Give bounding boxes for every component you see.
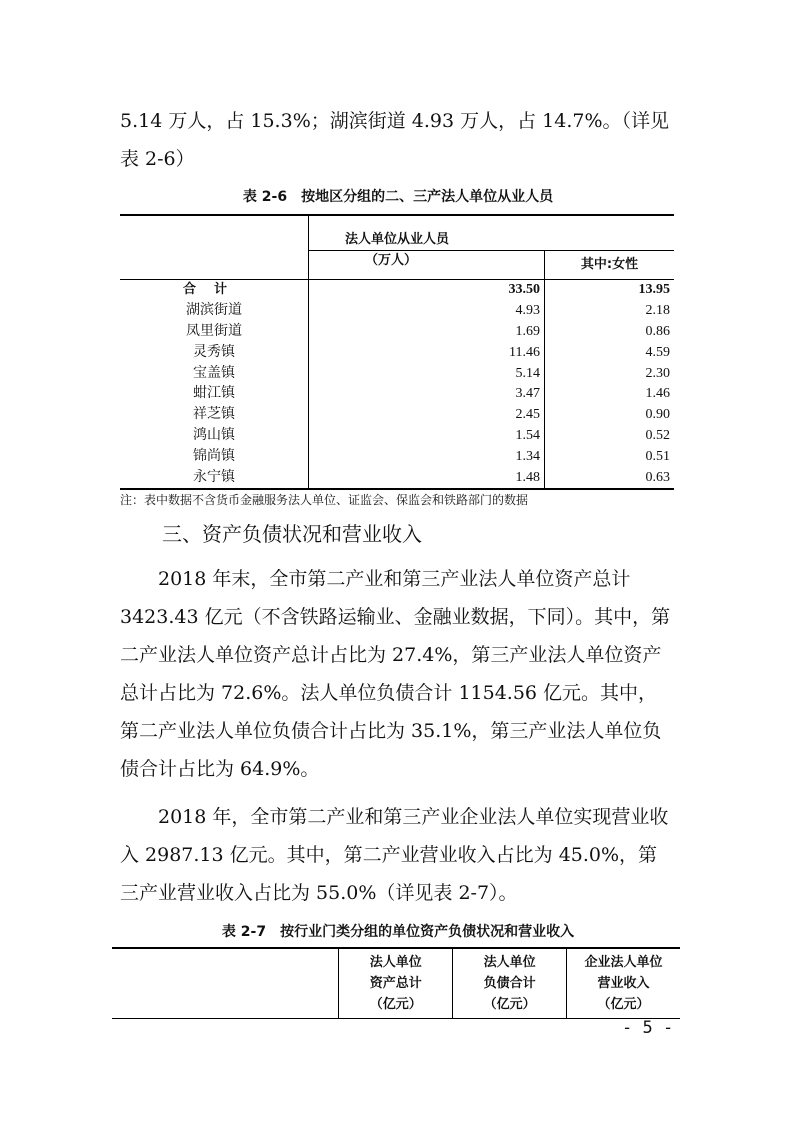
- header-line: 法人单位: [369, 955, 422, 970]
- header-line: 负债合计: [483, 976, 536, 991]
- intro-paragraph: 5.14 万人，占 15.3%；湖滨街道 4.93 万人，占 14.7%。（详见表 2-6）: [120, 110, 670, 170]
- table-row: [120, 301, 674, 322]
- row-employees: 5.14: [309, 363, 545, 384]
- row-female: 2.18: [645, 303, 670, 319]
- page-number: - 5 -: [622, 1018, 674, 1038]
- row-employees: 3.47: [309, 384, 545, 405]
- table-row: [120, 467, 674, 489]
- row-name: 宝盖镇: [120, 363, 309, 384]
- row-female: 0.63: [545, 467, 675, 489]
- row-female: 0.86: [645, 323, 670, 339]
- row-female: 0.51: [645, 448, 670, 464]
- table-title: 按行业门类分组的单位资产负债状况和营业收入: [280, 924, 575, 940]
- row-name: 鸿山镇: [120, 426, 309, 447]
- header-line: 法人单位: [483, 955, 536, 970]
- table-note: 注：表中数据不含货币金融服务法人单位、证监会、保监会和铁路部门的数据: [120, 493, 529, 507]
- table-2-6-caption: [120, 186, 676, 206]
- row-female: 4.59: [645, 344, 670, 360]
- table-2-6: [120, 214, 674, 490]
- row-name: 蚶江镇: [120, 384, 309, 405]
- row-name: 锦尚镇: [120, 446, 309, 467]
- row-name: 合计: [120, 280, 309, 301]
- table-number: 表 2-7: [221, 924, 267, 940]
- table-number: 表 2-6: [242, 189, 288, 205]
- section-heading: 三、资产负债状况和营业收入: [162, 522, 422, 546]
- table-title: 按地区分组的二、三产法人单位从业人员: [301, 189, 554, 205]
- header-female: 其中:女性: [580, 257, 639, 272]
- row-employees: 2.45: [309, 405, 545, 426]
- header-liabilities: [453, 948, 567, 1019]
- header-line: （亿元）: [483, 997, 536, 1012]
- table-row: [120, 426, 674, 447]
- row-name: 湖滨街道: [120, 301, 309, 322]
- row-name: 凤里街道: [120, 322, 309, 343]
- table-row: [120, 363, 674, 384]
- row-female: 0.52: [645, 427, 670, 443]
- header-line: 资产总计: [369, 976, 422, 991]
- row-employees: 4.93: [309, 301, 545, 322]
- header-blank: [112, 948, 339, 1019]
- header-blank: [120, 215, 309, 280]
- row-female: 13.95: [545, 280, 675, 301]
- table-row: [120, 384, 674, 405]
- row-employees: 1.69: [309, 322, 545, 343]
- table-row-total: [120, 280, 674, 301]
- paragraph-revenue: 2018 年，全市第二产业和第三产业企业法人单位实现营业收入 2987.13 亿元。其中，第二产业营业收入占比为 45.0%，第三产业营业收入占比为 55.0%（详见表 2-7）。: [120, 806, 669, 904]
- table-row: [120, 405, 674, 426]
- header-main: 法人单位从业人员: [309, 215, 675, 251]
- header-line: 企业法人单位: [584, 955, 663, 970]
- row-employees: 1.48: [309, 467, 545, 489]
- header-assets: [339, 948, 453, 1019]
- table-row: [120, 322, 674, 343]
- table-row: [120, 446, 674, 467]
- row-female: 1.46: [645, 386, 670, 402]
- row-name: 永宁镇: [120, 467, 309, 489]
- row-female: 0.90: [645, 407, 670, 423]
- header-unit: （万人）: [309, 251, 545, 280]
- paragraph-assets: 2018 年末，全市第二产业和第三产业法人单位资产总计 3423.43 亿元（不含铁路运输业、金融业数据，下同）。其中，第二产业法人单位资产总计占比为 27.4%，第三产业法人单位资产总计占比为 72.6%。法人单位负债合计 1154.56 亿元。其中，第二产业法人单位负债合计占比为 35.1%，第三产业法人单位负债合计占比为 64.9%。: [120, 568, 671, 780]
- header-revenue: [567, 948, 680, 1019]
- row-female: 2.30: [645, 365, 670, 381]
- table-2-7: [112, 947, 680, 1019]
- row-employees: 11.46: [309, 342, 545, 363]
- row-employees: 33.50: [309, 280, 545, 301]
- row-name: 灵秀镇: [120, 342, 309, 363]
- row-employees: 1.54: [309, 426, 545, 447]
- row-name: 祥芝镇: [120, 405, 309, 426]
- table-2-7-caption: [120, 921, 676, 941]
- header-line: 营业收入: [597, 976, 650, 991]
- header-line: （亿元）: [369, 997, 422, 1012]
- row-employees: 1.34: [309, 446, 545, 467]
- header-line: （亿元）: [597, 997, 650, 1012]
- table-header-row: [112, 948, 680, 1019]
- table-row: [120, 342, 674, 363]
